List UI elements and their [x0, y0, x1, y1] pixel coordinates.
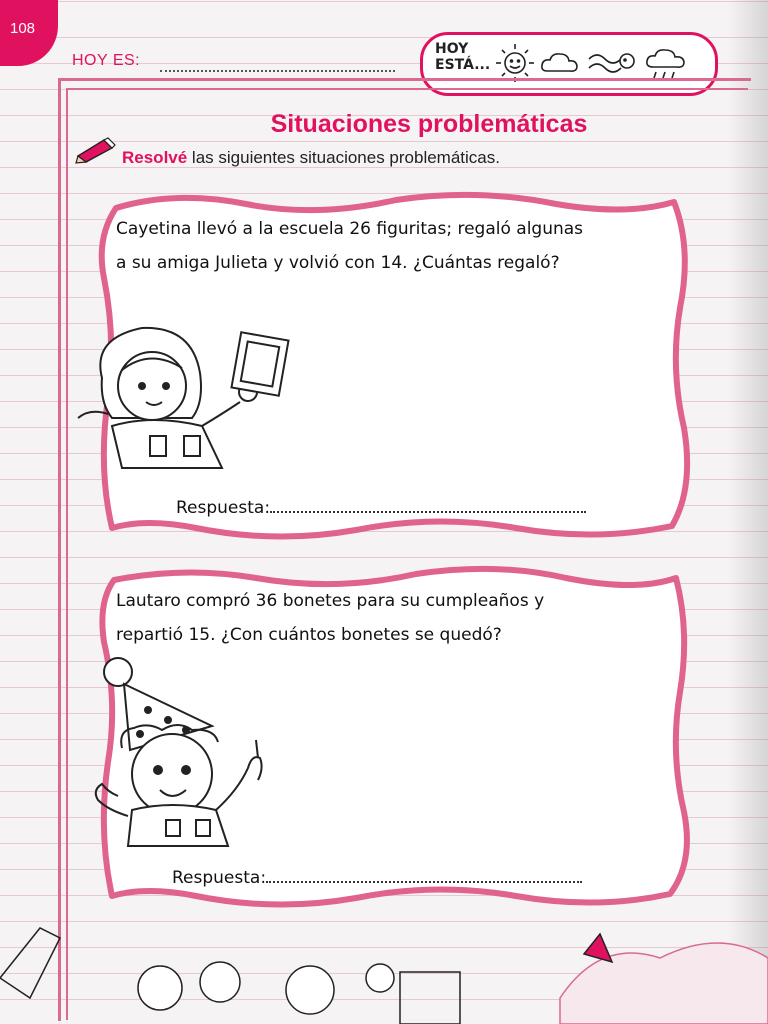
page-title: Situaciones problemáticas [270, 110, 588, 138]
instruction-verb: Resolvé [122, 148, 188, 167]
girl-with-sticker-illustration [72, 318, 302, 478]
problem-2-answer-label: Respuesta: [172, 868, 267, 888]
page-number: 108 [10, 20, 36, 37]
page-number-tab [0, 0, 58, 66]
weather-label-line1: HOY [435, 41, 469, 57]
pencil-icon [74, 134, 118, 164]
problem-2-answer [172, 868, 582, 888]
rain-cloud-icon [647, 50, 684, 78]
problem-2-line2: repartió 15. ¿Con cuántos bonetes se quedó? [116, 625, 502, 645]
weather-label-line2: ESTÁ... [435, 57, 491, 73]
date-label: HOY ES: [72, 52, 141, 69]
problem-1-text [116, 212, 583, 280]
problem-2-line1: Lautaro compró 36 bonetes para su cumpleaños y [116, 591, 545, 611]
cloud-icon [542, 54, 577, 71]
sun-icon [496, 44, 534, 82]
bottom-decoration [0, 918, 768, 1024]
problem-1-answer [176, 498, 586, 518]
instruction-text [122, 148, 500, 168]
date-answer-line [160, 70, 395, 72]
weather-label [435, 41, 490, 73]
problem-1-answer-line[interactable] [270, 511, 586, 513]
boy-with-party-hat-illustration [88, 650, 288, 850]
instruction-rest: las siguientes situaciones problemáticas. [187, 148, 500, 167]
problem-2-text [116, 584, 544, 652]
problem-1-answer-label: Respuesta: [176, 498, 271, 518]
problem-2-answer-line[interactable] [266, 881, 582, 883]
problem-1-line1: Cayetina llevó a la escuela 26 figuritas; regaló algunas [116, 219, 584, 239]
problem-1-line2: a su amiga Julieta y volvió con 14. ¿Cuántas regaló? [116, 253, 560, 273]
wind-icon [589, 54, 634, 72]
